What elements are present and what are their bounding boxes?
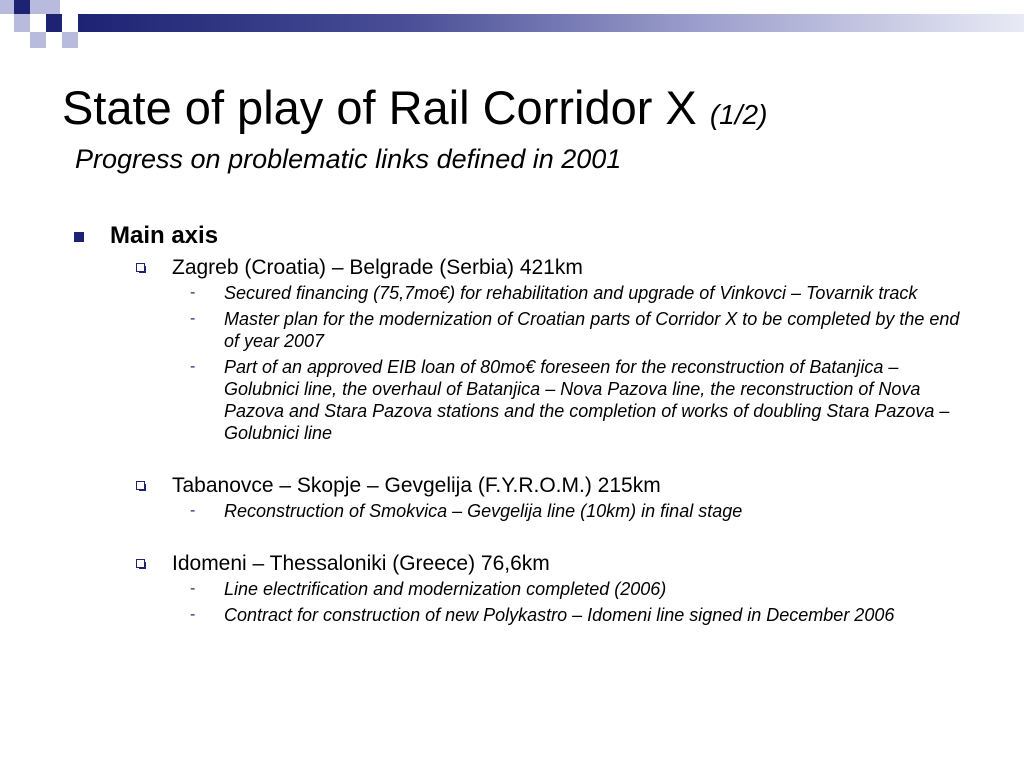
decor-square: [14, 0, 30, 14]
decor-square: [0, 0, 14, 14]
title-part: (1/2): [709, 99, 768, 130]
section-label: [0, 254, 1024, 282]
list-item: [0, 282, 1024, 304]
box-bullet-icon: [136, 481, 145, 490]
list-item: [0, 500, 1024, 522]
section-label: [0, 550, 1024, 578]
dash-bullet-icon: -: [190, 606, 196, 623]
box-bullet-icon: [136, 263, 145, 272]
list-item-text: Reconstruction of Smokvica – Gevgelija line (10km) in final stage: [224, 501, 743, 521]
slide-content: [0, 220, 1024, 630]
header-decoration: [0, 0, 1024, 50]
section-label: [0, 472, 1024, 500]
dash-bullet-icon: -: [190, 284, 196, 301]
main-axis-heading: [0, 220, 1024, 252]
dash-bullet-icon: -: [190, 310, 196, 327]
title-main: State of play of Rail Corridor X: [62, 81, 697, 134]
heading-text: Main axis: [110, 222, 219, 249]
square-bullet-icon: [74, 232, 84, 242]
dash-bullet-icon: -: [190, 358, 196, 375]
list-item-text: Secured financing (75,7mo€) for rehabilitation and upgrade of Vinkovci – Tovarnik track: [224, 283, 918, 303]
section-text: Tabanovce – Skopje – Gevgelija (F.Y.R.O.M.) 215km: [172, 474, 661, 497]
slide-title: [62, 80, 767, 143]
decor-square: [30, 32, 46, 48]
list-item-text: Contract for construction of new Polykastro – Idomeni line signed in December 2006: [224, 605, 895, 625]
section-text: Idomeni – Thessaloniki (Greece) 76,6km: [172, 552, 550, 575]
slide-subtitle: Progress on problematic links defined in 2001: [75, 144, 622, 174]
list-item: [0, 308, 1024, 352]
list-item-text: Master plan for the modernization of Croatian parts of Corridor X to be completed by the end of year 2007: [224, 309, 960, 351]
list-item: [0, 356, 1024, 444]
list-item: [0, 604, 1024, 626]
header-gradient-bar: [78, 14, 1024, 32]
list-item-text: Part of an approved EIB loan of 80mo€ foreseen for the reconstruction of Batanjica – Golubnici line, the overhaul of Batanjica – Nova Pazova line, the reconstruction of Nova Pazova and Stara Pazova stations and the completion of works of doubling Stara Pazova – Golubnici line: [224, 357, 950, 443]
dash-bullet-icon: -: [190, 502, 196, 519]
list-item: [0, 578, 1024, 600]
list-item-text: Line electrification and modernization completed (2006): [224, 579, 667, 599]
dash-bullet-icon: -: [190, 580, 196, 597]
decor-square: [46, 14, 62, 32]
decor-square: [46, 0, 60, 14]
box-bullet-icon: [136, 559, 145, 568]
decor-square: [62, 32, 78, 48]
section-text: Zagreb (Croatia) – Belgrade (Serbia) 421km: [172, 256, 583, 279]
decor-square: [14, 14, 30, 32]
decor-square: [30, 0, 46, 14]
